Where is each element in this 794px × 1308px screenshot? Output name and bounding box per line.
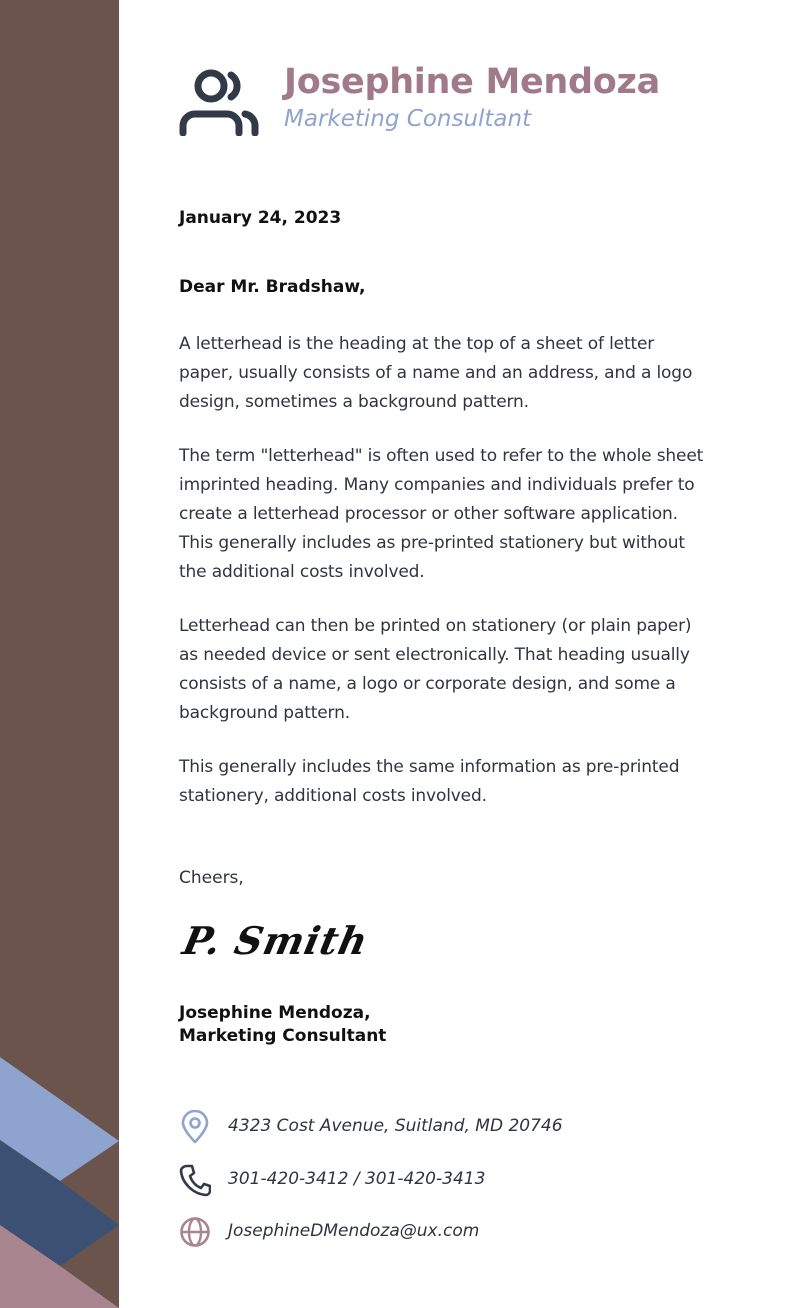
paragraph: This generally includes the same information as pre-printed stationery, additional costs involved. [179, 757, 680, 806]
location-pin-icon [179, 1110, 211, 1144]
contact-email [179, 1215, 679, 1249]
signatory-title: Marketing Consultant [179, 1026, 387, 1046]
email-text: JosephineDMendoza@ux.com [228, 1221, 480, 1241]
signature: P. Smith [179, 918, 373, 963]
phone-text: 301-420-3412 / 301-420-3413 [228, 1169, 486, 1189]
phone-icon [179, 1163, 211, 1197]
letterhead [179, 62, 739, 142]
decorative-chevrons [0, 0, 119, 1308]
contact-phone [179, 1163, 679, 1197]
paragraph: A letterhead is the heading at the top of a sheet of letter paper, usually consists of a name and an address, and a logo design, sometimes a background pattern. [179, 334, 693, 412]
sender-name: Josephine Mendoza [284, 62, 660, 102]
signatory-name: Josephine Mendoza, [179, 1003, 371, 1023]
paragraph: The term "letterhead" is often used to refer to the whole sheet imprinted heading. Many companies and individuals prefer to create a letterhead processor or other software application. This generally includes as pre-printed stationery but without the additional costs involved. [179, 446, 704, 582]
letter-date: January 24, 2023 [179, 208, 342, 228]
users-icon [179, 66, 259, 136]
signatory [179, 1002, 386, 1048]
address-text: 4323 Cost Avenue, Suitland, MD 20746 [228, 1116, 563, 1136]
sender-title: Marketing Consultant [284, 106, 532, 132]
letter-body [179, 330, 709, 836]
left-sidebar-band [0, 0, 119, 1308]
globe-icon [179, 1215, 211, 1249]
greeting: Dear Mr. Bradshaw, [179, 277, 366, 297]
closing: Cheers, [179, 868, 244, 888]
contact-address [179, 1110, 679, 1144]
paragraph: Letterhead can then be printed on stationery (or plain paper) as needed device or sent electronically. That heading usually consists of a name, a logo or corporate design, and some a background pattern. [179, 616, 692, 723]
